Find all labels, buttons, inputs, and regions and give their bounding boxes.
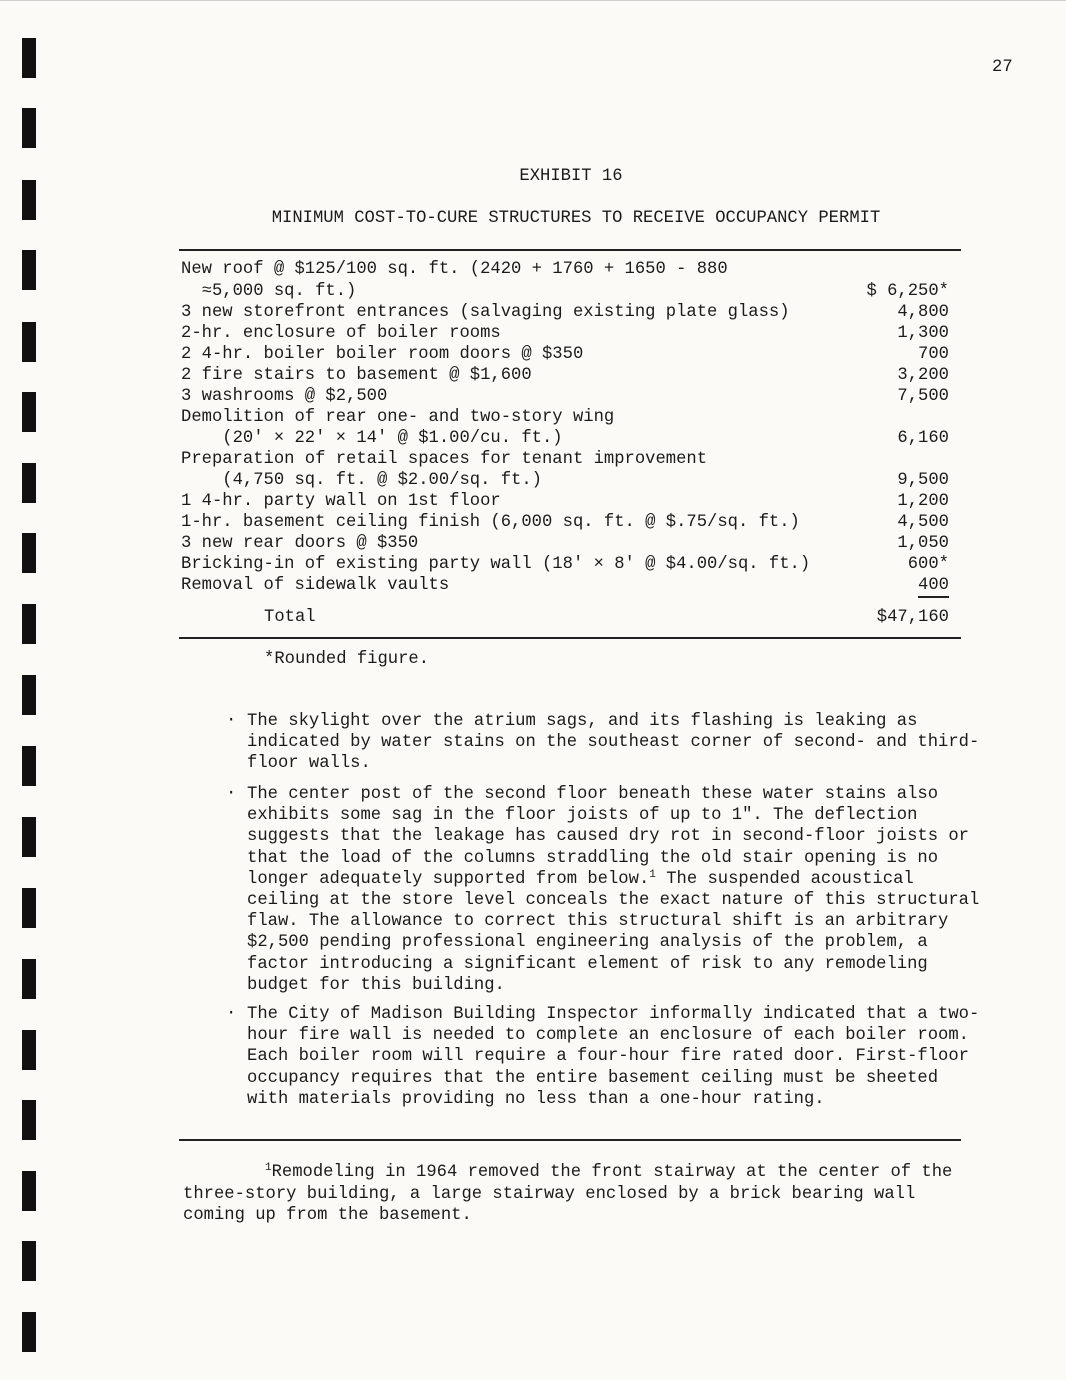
binding-hole bbox=[22, 888, 36, 928]
cost-description: 1-hr. basement ceiling finish (6,000 sq. ft. @ $.75/sq. ft.) bbox=[181, 513, 800, 532]
footnote-rule bbox=[179, 1139, 961, 1141]
bullet-dot: · bbox=[226, 1004, 237, 1023]
cost-description: 3 washrooms @ $2,500 bbox=[181, 387, 388, 406]
cost-row bbox=[181, 260, 949, 281]
footnote-text: Remodeling in 1964 removed the front stairway at the center of the three-story building, a large stairway enclosed by a brick bearing wall coming up from the basement. bbox=[183, 1163, 953, 1225]
cost-amount: 4,800 bbox=[897, 303, 949, 322]
bullet-text: The skylight over the atrium sags, and its flashing is leaking as indicated by water stains on the southeast corner of second- and third-floor walls. bbox=[247, 712, 980, 774]
cost-amount: 6,160 bbox=[897, 429, 949, 448]
binding-hole bbox=[22, 250, 36, 290]
cost-row bbox=[181, 387, 949, 408]
total-row bbox=[181, 608, 949, 629]
binding-hole bbox=[22, 533, 36, 573]
bullet-text-part: The center post of the second floor beneath these water stains also exhibits some sag in the floor joists of up to 1". The deflection suggests that the leakage has caused dry rot in second-floor joists or that the load of the columns straddling the old stair opening is no longer adequately supported from below. bbox=[247, 785, 969, 889]
binding-hole bbox=[22, 392, 36, 432]
cost-description: (20' × 22' × 14' @ $1.00/cu. ft.) bbox=[181, 429, 563, 448]
cost-row bbox=[181, 324, 949, 345]
exhibit-label: EXHIBIT 16 bbox=[519, 167, 623, 186]
cost-description: 3 new rear doors @ $350 bbox=[181, 534, 419, 553]
cost-row bbox=[181, 282, 949, 303]
cost-amount: 4,500 bbox=[897, 513, 949, 532]
cost-description: 2-hr. enclosure of boiler rooms bbox=[181, 324, 501, 343]
cost-row bbox=[181, 366, 949, 387]
rounded-figure-note: *Rounded figure. bbox=[264, 650, 430, 669]
footnote-reference: 1 bbox=[649, 868, 656, 881]
bullet-dot: · bbox=[226, 711, 237, 730]
cost-row bbox=[181, 303, 949, 324]
bullet-dot: · bbox=[226, 784, 237, 803]
cost-description: New roof @ $125/100 sq. ft. (2420 + 1760 + 1650 - 880 bbox=[181, 260, 728, 279]
binding-hole bbox=[22, 959, 36, 999]
cost-amount: 700 bbox=[918, 345, 949, 364]
footnote bbox=[183, 1162, 963, 1227]
cost-description: Demolition of rear one- and two-story wing bbox=[181, 408, 615, 427]
cost-description: 2 4-hr. boiler boiler room doors @ $350 bbox=[181, 345, 584, 364]
cost-row bbox=[181, 534, 949, 555]
cost-row bbox=[181, 576, 949, 597]
binding-hole bbox=[22, 1030, 36, 1070]
binding-hole bbox=[22, 675, 36, 715]
footnote-marker: 1 bbox=[265, 1162, 272, 1174]
cost-amount: 1,050 bbox=[897, 534, 949, 553]
binding-hole bbox=[22, 1241, 36, 1281]
cost-amount: 3,200 bbox=[897, 366, 949, 385]
cost-amount: 1,200 bbox=[897, 492, 949, 511]
cost-row bbox=[181, 513, 949, 534]
table-top-rule bbox=[179, 249, 961, 251]
binding-hole bbox=[22, 463, 36, 503]
table-bottom-rule bbox=[179, 637, 961, 639]
cost-row bbox=[181, 492, 949, 513]
binding-hole bbox=[22, 38, 36, 78]
cost-description: Bricking-in of existing party wall (18' × 8' @ $4.00/sq. ft.) bbox=[181, 555, 811, 574]
cost-description: Preparation of retail spaces for tenant improvement bbox=[181, 450, 708, 469]
cost-row bbox=[181, 450, 949, 471]
cost-amount: 9,500 bbox=[897, 471, 949, 490]
cost-row bbox=[181, 345, 949, 366]
binding-hole bbox=[22, 108, 36, 148]
total-amount: $47,160 bbox=[876, 608, 949, 627]
cost-amount: 600* bbox=[907, 555, 949, 574]
cost-row bbox=[181, 429, 949, 450]
cost-row bbox=[181, 471, 949, 492]
bullet-text-part: The suspended acoustical ceiling at the store level conceals the exact nature of this structural flaw. The allowance to correct this structural shift is an arbitrary $2,500 pending professional engineering analysis of the problem, a factor introducing a significant element of risk to any remodeling budget for this building. bbox=[247, 869, 980, 995]
page-number: 27 bbox=[992, 58, 1013, 77]
exhibit-title: MINIMUM COST-TO-CURE STRUCTURES TO RECEIVE OCCUPANCY PERMIT bbox=[271, 209, 881, 228]
binding-hole bbox=[22, 1312, 36, 1352]
binding-hole bbox=[22, 817, 36, 857]
binding-hole bbox=[22, 604, 36, 644]
bullet-text bbox=[247, 784, 982, 996]
binding-hole bbox=[22, 1171, 36, 1211]
cost-row bbox=[181, 408, 949, 429]
binding-hole bbox=[22, 746, 36, 786]
cost-description: 1 4-hr. party wall on 1st floor bbox=[181, 492, 501, 511]
binding-hole bbox=[22, 322, 36, 362]
page-top-edge bbox=[0, 0, 1066, 1]
cost-row bbox=[181, 555, 949, 576]
cost-description: ≈5,000 sq. ft.) bbox=[181, 282, 357, 301]
cost-description: 2 fire stairs to basement @ $1,600 bbox=[181, 366, 532, 385]
binding-hole bbox=[22, 1100, 36, 1140]
bullet-text: The City of Madison Building Inspector informally indicated that a two-hour fire wall is needed to complete an enclosure of each boiler room. Each boiler room will require a four-hour fire rated door. First-floor occupancy requires that the entire basement ceiling must be sheeted with materials providing no less than a one-hour rating. bbox=[247, 1005, 980, 1109]
cost-amount: $ 6,250* bbox=[866, 282, 949, 301]
cost-amount: 400 bbox=[918, 576, 949, 598]
total-label: Total bbox=[264, 608, 316, 627]
cost-description: 3 new storefront entrances (salvaging existing plate glass) bbox=[181, 303, 790, 322]
cost-amount: 7,500 bbox=[897, 387, 949, 406]
cost-amount: 1,300 bbox=[897, 324, 949, 343]
cost-description: Removal of sidewalk vaults bbox=[181, 576, 450, 595]
binding-holes bbox=[0, 0, 60, 1380]
cost-description: (4,750 sq. ft. @ $2.00/sq. ft.) bbox=[181, 471, 542, 490]
